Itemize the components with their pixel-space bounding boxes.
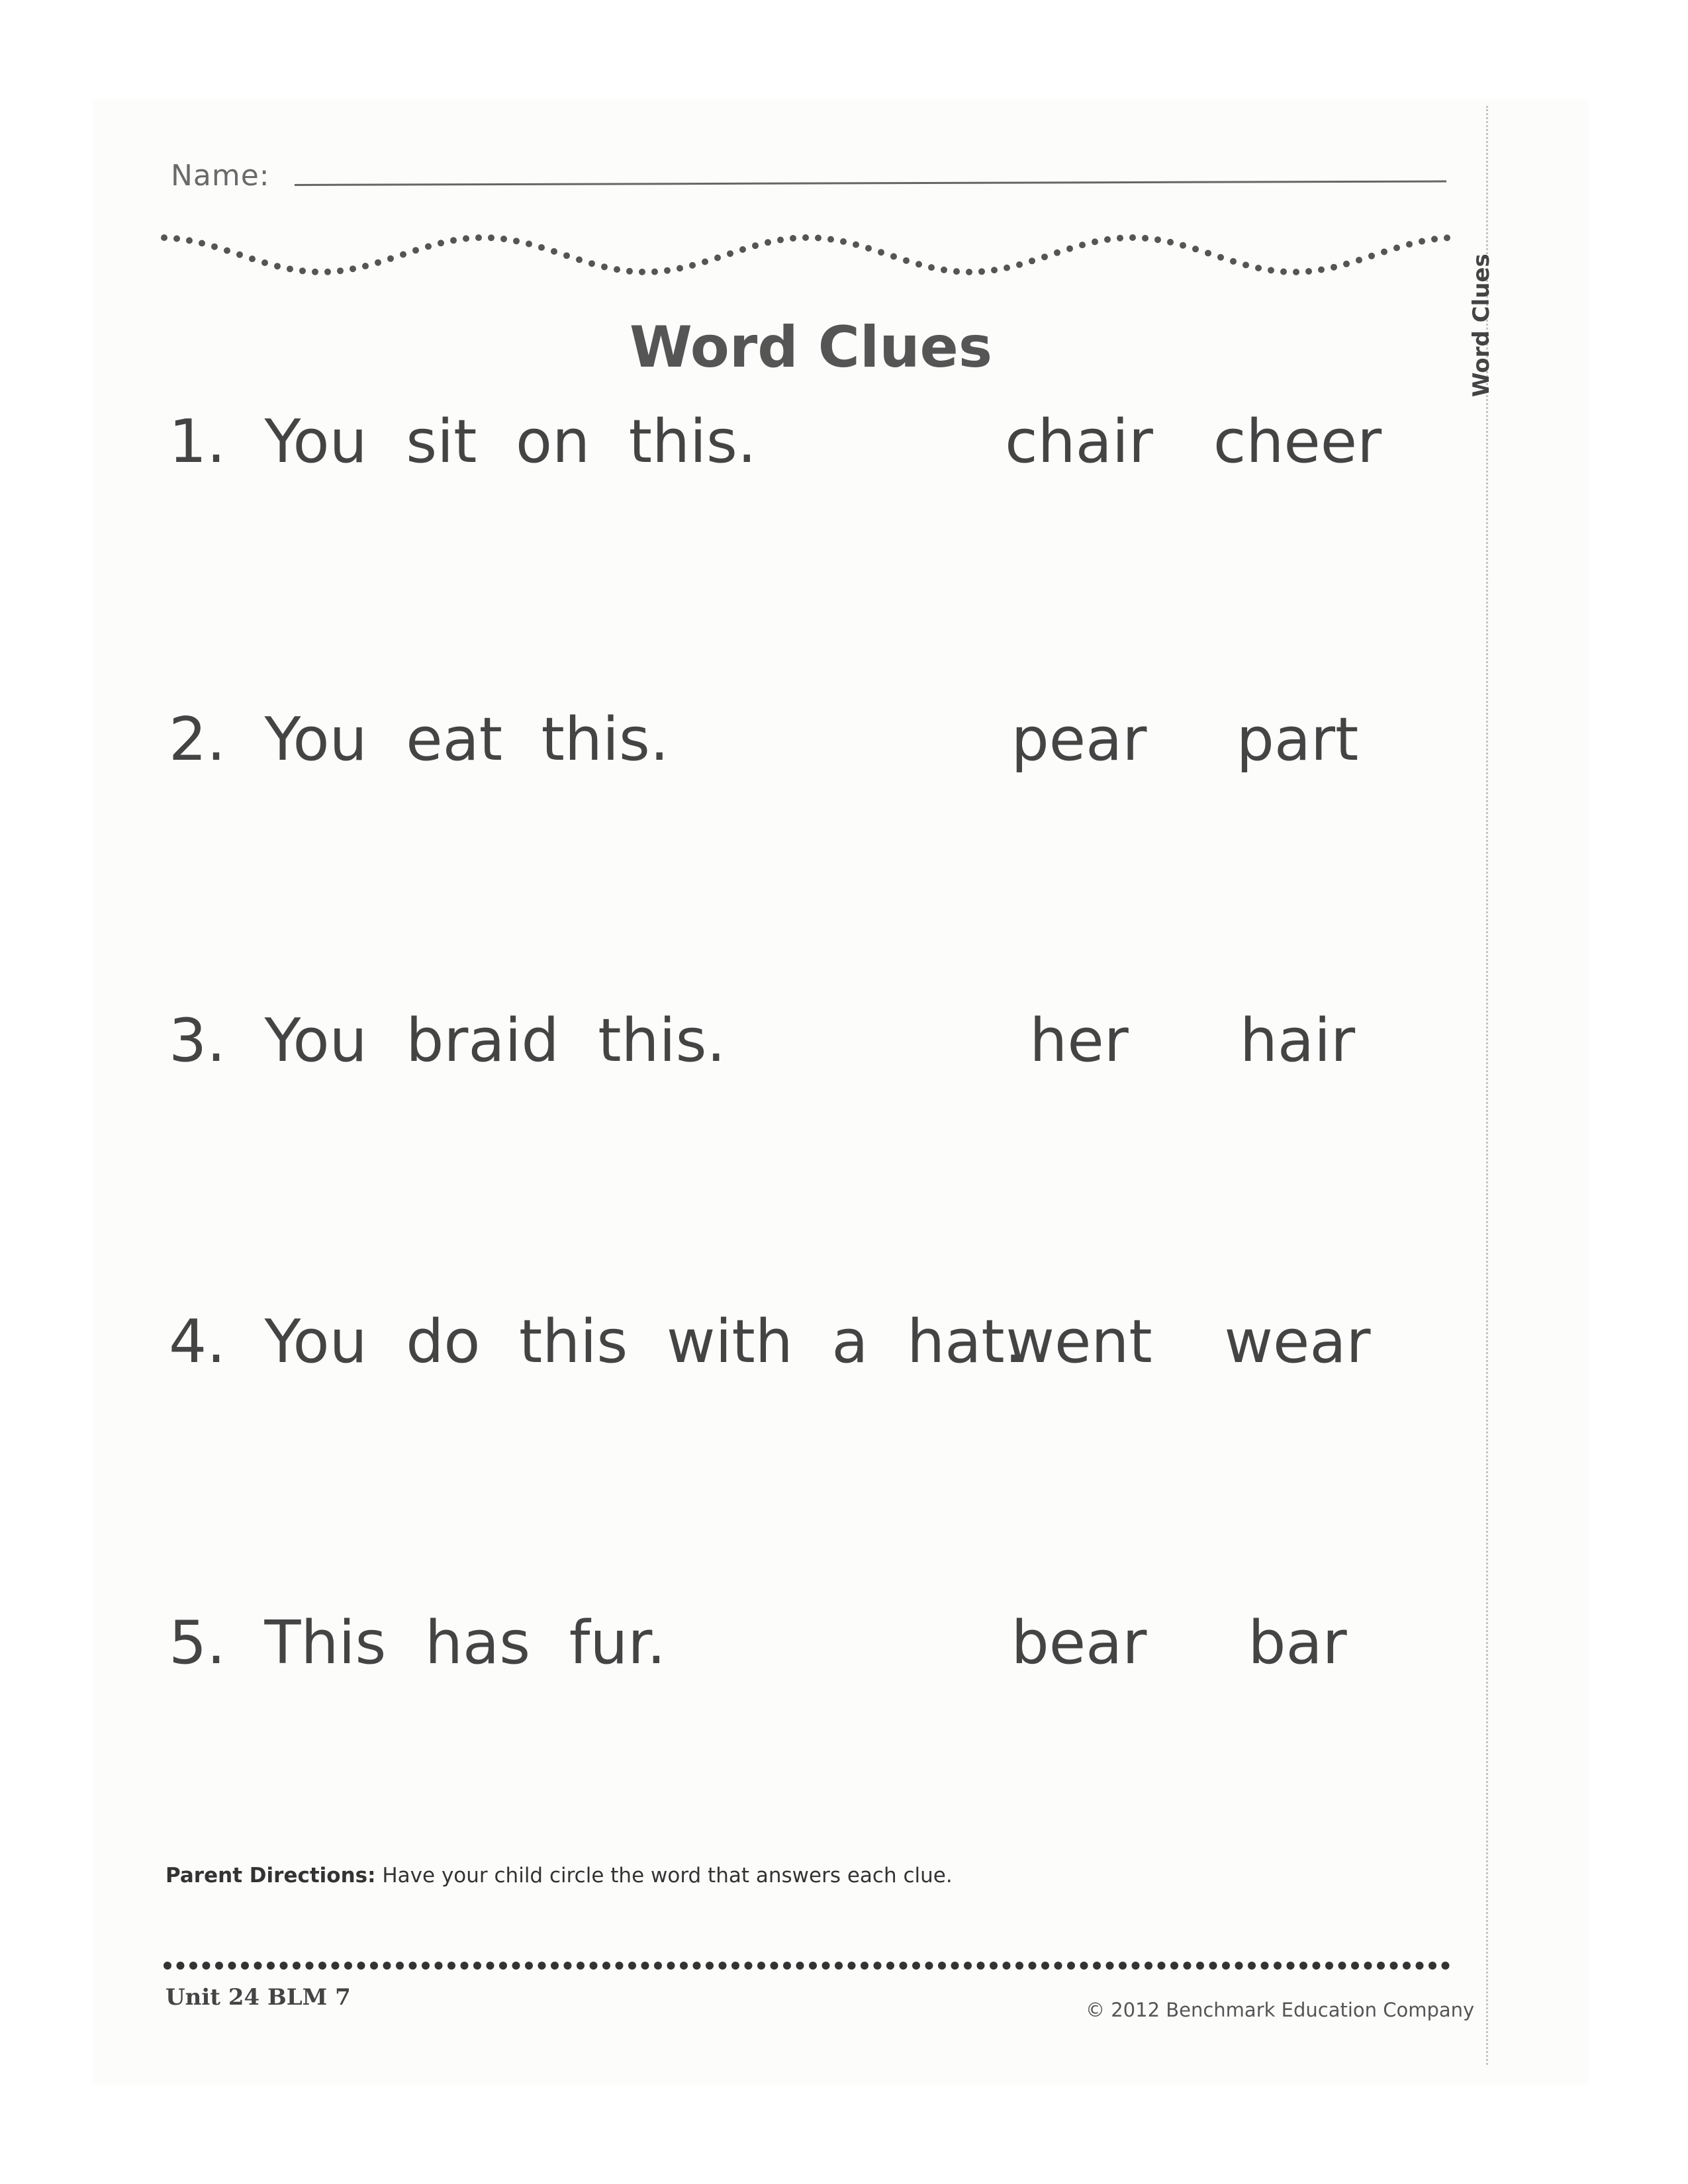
border-dot [224, 248, 230, 254]
border-dot [928, 264, 935, 271]
border-dot [513, 238, 520, 244]
border-dot [1119, 1962, 1127, 1970]
border-dot [848, 1962, 856, 1970]
border-dot [1170, 1962, 1178, 1970]
border-dot [853, 242, 859, 248]
border-dot [400, 251, 406, 258]
border-dot [1104, 236, 1111, 243]
question-row [0, 1006, 1523, 1092]
border-dot [1106, 1962, 1114, 1970]
border-dot [953, 268, 960, 275]
answer-choice[interactable]: wear [1224, 1307, 1371, 1377]
parent-directions [165, 1864, 953, 1888]
border-dot [500, 236, 507, 242]
border-dot [186, 237, 193, 244]
border-dot [1442, 1962, 1450, 1970]
border-dot [878, 249, 884, 255]
border-dot [254, 1962, 262, 1970]
border-dot [551, 248, 557, 255]
question-text: You eat this. [264, 705, 669, 774]
border-dot [680, 1962, 688, 1970]
border-dot [815, 235, 821, 242]
border-dot [639, 269, 645, 275]
copyright-notice: © 2012 Benchmark Education Company [1086, 1999, 1475, 2021]
border-dot [1364, 1962, 1372, 1970]
border-dot [177, 1962, 185, 1970]
border-dot [702, 259, 708, 265]
border-dot [463, 235, 469, 242]
border-dot [745, 1962, 753, 1970]
answer-choice[interactable]: part [1236, 705, 1359, 774]
border-dot [1419, 238, 1425, 245]
border-dot [664, 267, 671, 274]
border-dot [1132, 1962, 1140, 1970]
border-dot [1248, 1962, 1256, 1970]
answer-choice[interactable]: bar [1248, 1608, 1347, 1678]
border-dot [362, 263, 369, 269]
border-dot [886, 1962, 894, 1970]
border-dot [1145, 1962, 1152, 1970]
border-dot [1268, 267, 1274, 273]
border-dot [425, 243, 432, 250]
border-dot [1167, 239, 1174, 246]
border-dot [809, 1962, 817, 1970]
border-dot [1261, 1962, 1269, 1970]
border-dot [1192, 246, 1199, 252]
border-dot [1092, 238, 1098, 245]
border-dot [215, 1962, 223, 1970]
border-dot [337, 267, 344, 274]
border-dot [357, 1962, 365, 1970]
border-dot [1377, 1962, 1385, 1970]
border-dot [654, 1962, 662, 1970]
border-dot [563, 252, 570, 259]
border-dot [601, 263, 608, 270]
question-clue [169, 1608, 666, 1678]
border-dot [667, 1962, 675, 1970]
border-dot [312, 269, 318, 275]
border-dot [350, 265, 356, 272]
border-dot [714, 255, 721, 261]
border-dot [1158, 1962, 1166, 1970]
border-dot [306, 1962, 314, 1970]
answer-choice[interactable]: bear [1011, 1608, 1147, 1678]
border-dot [287, 265, 293, 272]
border-dot [499, 1962, 507, 1970]
border-dot [1230, 258, 1237, 265]
border-dot [189, 1962, 197, 1970]
border-dot [706, 1962, 714, 1970]
border-dot [915, 261, 922, 267]
border-dot [274, 263, 281, 269]
border-dot [1029, 257, 1035, 264]
border-dot [1142, 235, 1149, 242]
question-number: 4. [169, 1307, 226, 1377]
border-dot [1255, 265, 1262, 271]
border-dot [473, 1962, 481, 1970]
border-dot [777, 237, 784, 244]
border-dot [588, 260, 595, 267]
border-dot [1331, 264, 1337, 271]
border-dot [1055, 1962, 1062, 1970]
border-dot [835, 1962, 843, 1970]
border-dot [1041, 1962, 1049, 1970]
border-dot [719, 1962, 727, 1970]
border-dot [783, 1962, 791, 1970]
border-dot [651, 269, 658, 275]
border-dot [576, 256, 583, 263]
side-tab-label: Word Clues [1468, 253, 1495, 397]
border-dot [173, 236, 180, 242]
border-dot [731, 1962, 739, 1970]
border-dot [211, 244, 218, 250]
border-dot [964, 1962, 972, 1970]
answer-choice[interactable]: hair [1239, 1006, 1356, 1075]
border-dot [1243, 261, 1249, 268]
wavy-dotted-border [159, 212, 1456, 298]
border-dot [487, 1962, 494, 1970]
border-dot [925, 1962, 933, 1970]
border-dot [1154, 236, 1161, 243]
question-number: 1. [169, 407, 226, 477]
border-dot [447, 1962, 455, 1970]
border-dot [1416, 1962, 1424, 1970]
page-title: Word Clues [629, 314, 993, 381]
border-dot [396, 1962, 404, 1970]
border-dot [991, 267, 998, 273]
border-dot [1041, 253, 1048, 260]
border-dot [1217, 254, 1224, 261]
border-dot [1274, 1962, 1282, 1970]
answer-choice[interactable]: went [1006, 1307, 1152, 1377]
border-dot [577, 1962, 585, 1970]
border-dot [564, 1962, 572, 1970]
border-dot [512, 1962, 520, 1970]
question-number: 3. [169, 1006, 226, 1075]
border-dot [525, 1962, 533, 1970]
border-dot [1205, 250, 1211, 257]
border-dot [840, 238, 847, 245]
border-dot [966, 269, 972, 275]
border-dot [739, 246, 746, 253]
border-dot [1403, 1962, 1411, 1970]
border-dot [161, 234, 167, 241]
border-dot [1393, 245, 1400, 251]
border-dot [344, 1962, 352, 1970]
question-text: This has fur. [264, 1608, 666, 1678]
border-dot [1079, 242, 1086, 248]
border-dot [1325, 1962, 1333, 1970]
question-clue [169, 705, 669, 774]
border-dot [616, 1962, 624, 1970]
border-dot [412, 247, 419, 253]
border-dot [1015, 1962, 1023, 1970]
border-dot [1431, 236, 1438, 242]
border-dot [383, 1962, 391, 1970]
border-dot [1351, 1962, 1359, 1970]
border-dot [1293, 269, 1299, 275]
border-dot [941, 267, 947, 273]
border-dot [422, 1962, 430, 1970]
border-dot [1003, 1962, 1011, 1970]
question-text: You do this with a hat. [264, 1307, 1024, 1377]
border-dot [299, 267, 306, 274]
border-dot [990, 1962, 998, 1970]
border-dot [1066, 246, 1073, 252]
border-dot [1444, 234, 1450, 241]
border-dot [796, 1962, 804, 1970]
question-row [0, 407, 1523, 493]
border-dot [677, 265, 683, 271]
border-dot [865, 245, 872, 251]
border-dot [912, 1962, 920, 1970]
border-dot [757, 1962, 765, 1970]
border-dot [771, 1962, 778, 1970]
question-clue [169, 1307, 1023, 1377]
border-dot [538, 244, 545, 251]
border-dot [236, 251, 243, 258]
border-dot [526, 241, 532, 248]
border-dot [1356, 257, 1362, 263]
border-dot [1184, 1962, 1192, 1970]
border-dot [318, 1962, 326, 1970]
question-number: 5. [169, 1608, 226, 1678]
border-dot [693, 1962, 701, 1970]
border-dot [1222, 1962, 1230, 1970]
border-dot [641, 1962, 649, 1970]
border-dot [614, 266, 620, 273]
border-dot [1343, 261, 1350, 267]
border-dot [280, 1962, 288, 1970]
border-dot [802, 234, 809, 241]
border-dot [203, 1962, 211, 1970]
border-dot [938, 1962, 946, 1970]
border-dot [1313, 1962, 1321, 1970]
answer-choice[interactable]: chair [1005, 407, 1153, 477]
border-dot [249, 255, 256, 262]
border-dot [1390, 1962, 1398, 1970]
border-dot [900, 1962, 908, 1970]
border-dot [1016, 261, 1023, 268]
border-dot [538, 1962, 546, 1970]
border-dot [199, 240, 205, 247]
answer-choice[interactable]: cheer [1213, 407, 1382, 477]
border-dot [626, 268, 633, 275]
parent-directions-text: Have your child circle the word that answers each clue. [382, 1864, 953, 1888]
border-dot [438, 240, 444, 246]
border-dot [1381, 249, 1387, 255]
border-dot [324, 269, 331, 275]
border-dot [689, 262, 696, 269]
border-dot [903, 257, 910, 264]
border-dot [1117, 235, 1123, 242]
border-dot [827, 236, 834, 243]
border-dot [1429, 1962, 1436, 1970]
border-dot [977, 1962, 985, 1970]
border-dot [1406, 241, 1413, 248]
border-dot [1054, 250, 1060, 256]
border-dot [475, 234, 482, 241]
question-clue [169, 1006, 726, 1075]
name-label: Name: [171, 159, 270, 193]
border-dot [978, 268, 985, 275]
parent-directions-label: Parent Directions: [165, 1864, 376, 1888]
question-text: You braid this. [264, 1006, 726, 1075]
border-dot [1368, 253, 1375, 259]
border-dot [1196, 1962, 1204, 1970]
border-dot [1338, 1962, 1346, 1970]
border-dot [1029, 1962, 1037, 1970]
border-dot [890, 253, 897, 260]
border-dot [1305, 268, 1312, 275]
question-text: You sit on this. [264, 407, 757, 477]
border-dot [1299, 1962, 1307, 1970]
border-dot [375, 259, 381, 266]
border-dot [874, 1962, 882, 1970]
border-dot [590, 1962, 598, 1970]
border-dot [435, 1962, 443, 1970]
border-dot [164, 1962, 171, 1970]
question-row [0, 1307, 1523, 1393]
border-dot [450, 237, 457, 244]
border-dot [332, 1962, 340, 1970]
question-clue [169, 407, 757, 477]
border-dot [1080, 1962, 1088, 1970]
border-dot [1287, 1962, 1295, 1970]
border-dot [387, 255, 394, 262]
unit-code: Unit 24 BLM 7 [165, 1984, 351, 2011]
border-dot [241, 1962, 249, 1970]
worksheet-page [93, 99, 1589, 2085]
border-dot [409, 1962, 417, 1970]
bottom-dotted-border [162, 1956, 1456, 1976]
border-dot [790, 235, 796, 242]
border-dot [602, 1962, 610, 1970]
border-dot [1067, 1962, 1075, 1970]
border-dot [370, 1962, 378, 1970]
border-dot [261, 259, 268, 266]
border-dot [228, 1962, 236, 1970]
border-dot [293, 1962, 301, 1970]
border-dot [628, 1962, 636, 1970]
question-row [0, 1608, 1523, 1694]
border-dot [1318, 267, 1325, 273]
border-dot [727, 250, 733, 257]
border-dot [267, 1962, 275, 1970]
border-dot [1004, 265, 1010, 271]
question-row [0, 705, 1523, 791]
question-number: 2. [169, 705, 226, 774]
answer-choice[interactable]: pear [1011, 705, 1147, 774]
border-dot [1180, 242, 1186, 249]
border-dot [822, 1962, 830, 1970]
border-dot [752, 242, 759, 249]
answer-choice[interactable]: her [1029, 1006, 1129, 1075]
border-dot [461, 1962, 469, 1970]
border-dot [1280, 269, 1287, 275]
border-dot [1235, 1962, 1243, 1970]
border-dot [765, 239, 771, 246]
border-dot [951, 1962, 959, 1970]
border-dot [1129, 234, 1136, 241]
border-dot [488, 234, 494, 241]
border-dot [1093, 1962, 1101, 1970]
border-dot [861, 1962, 868, 1970]
border-dot [551, 1962, 559, 1970]
border-dot [1209, 1962, 1217, 1970]
